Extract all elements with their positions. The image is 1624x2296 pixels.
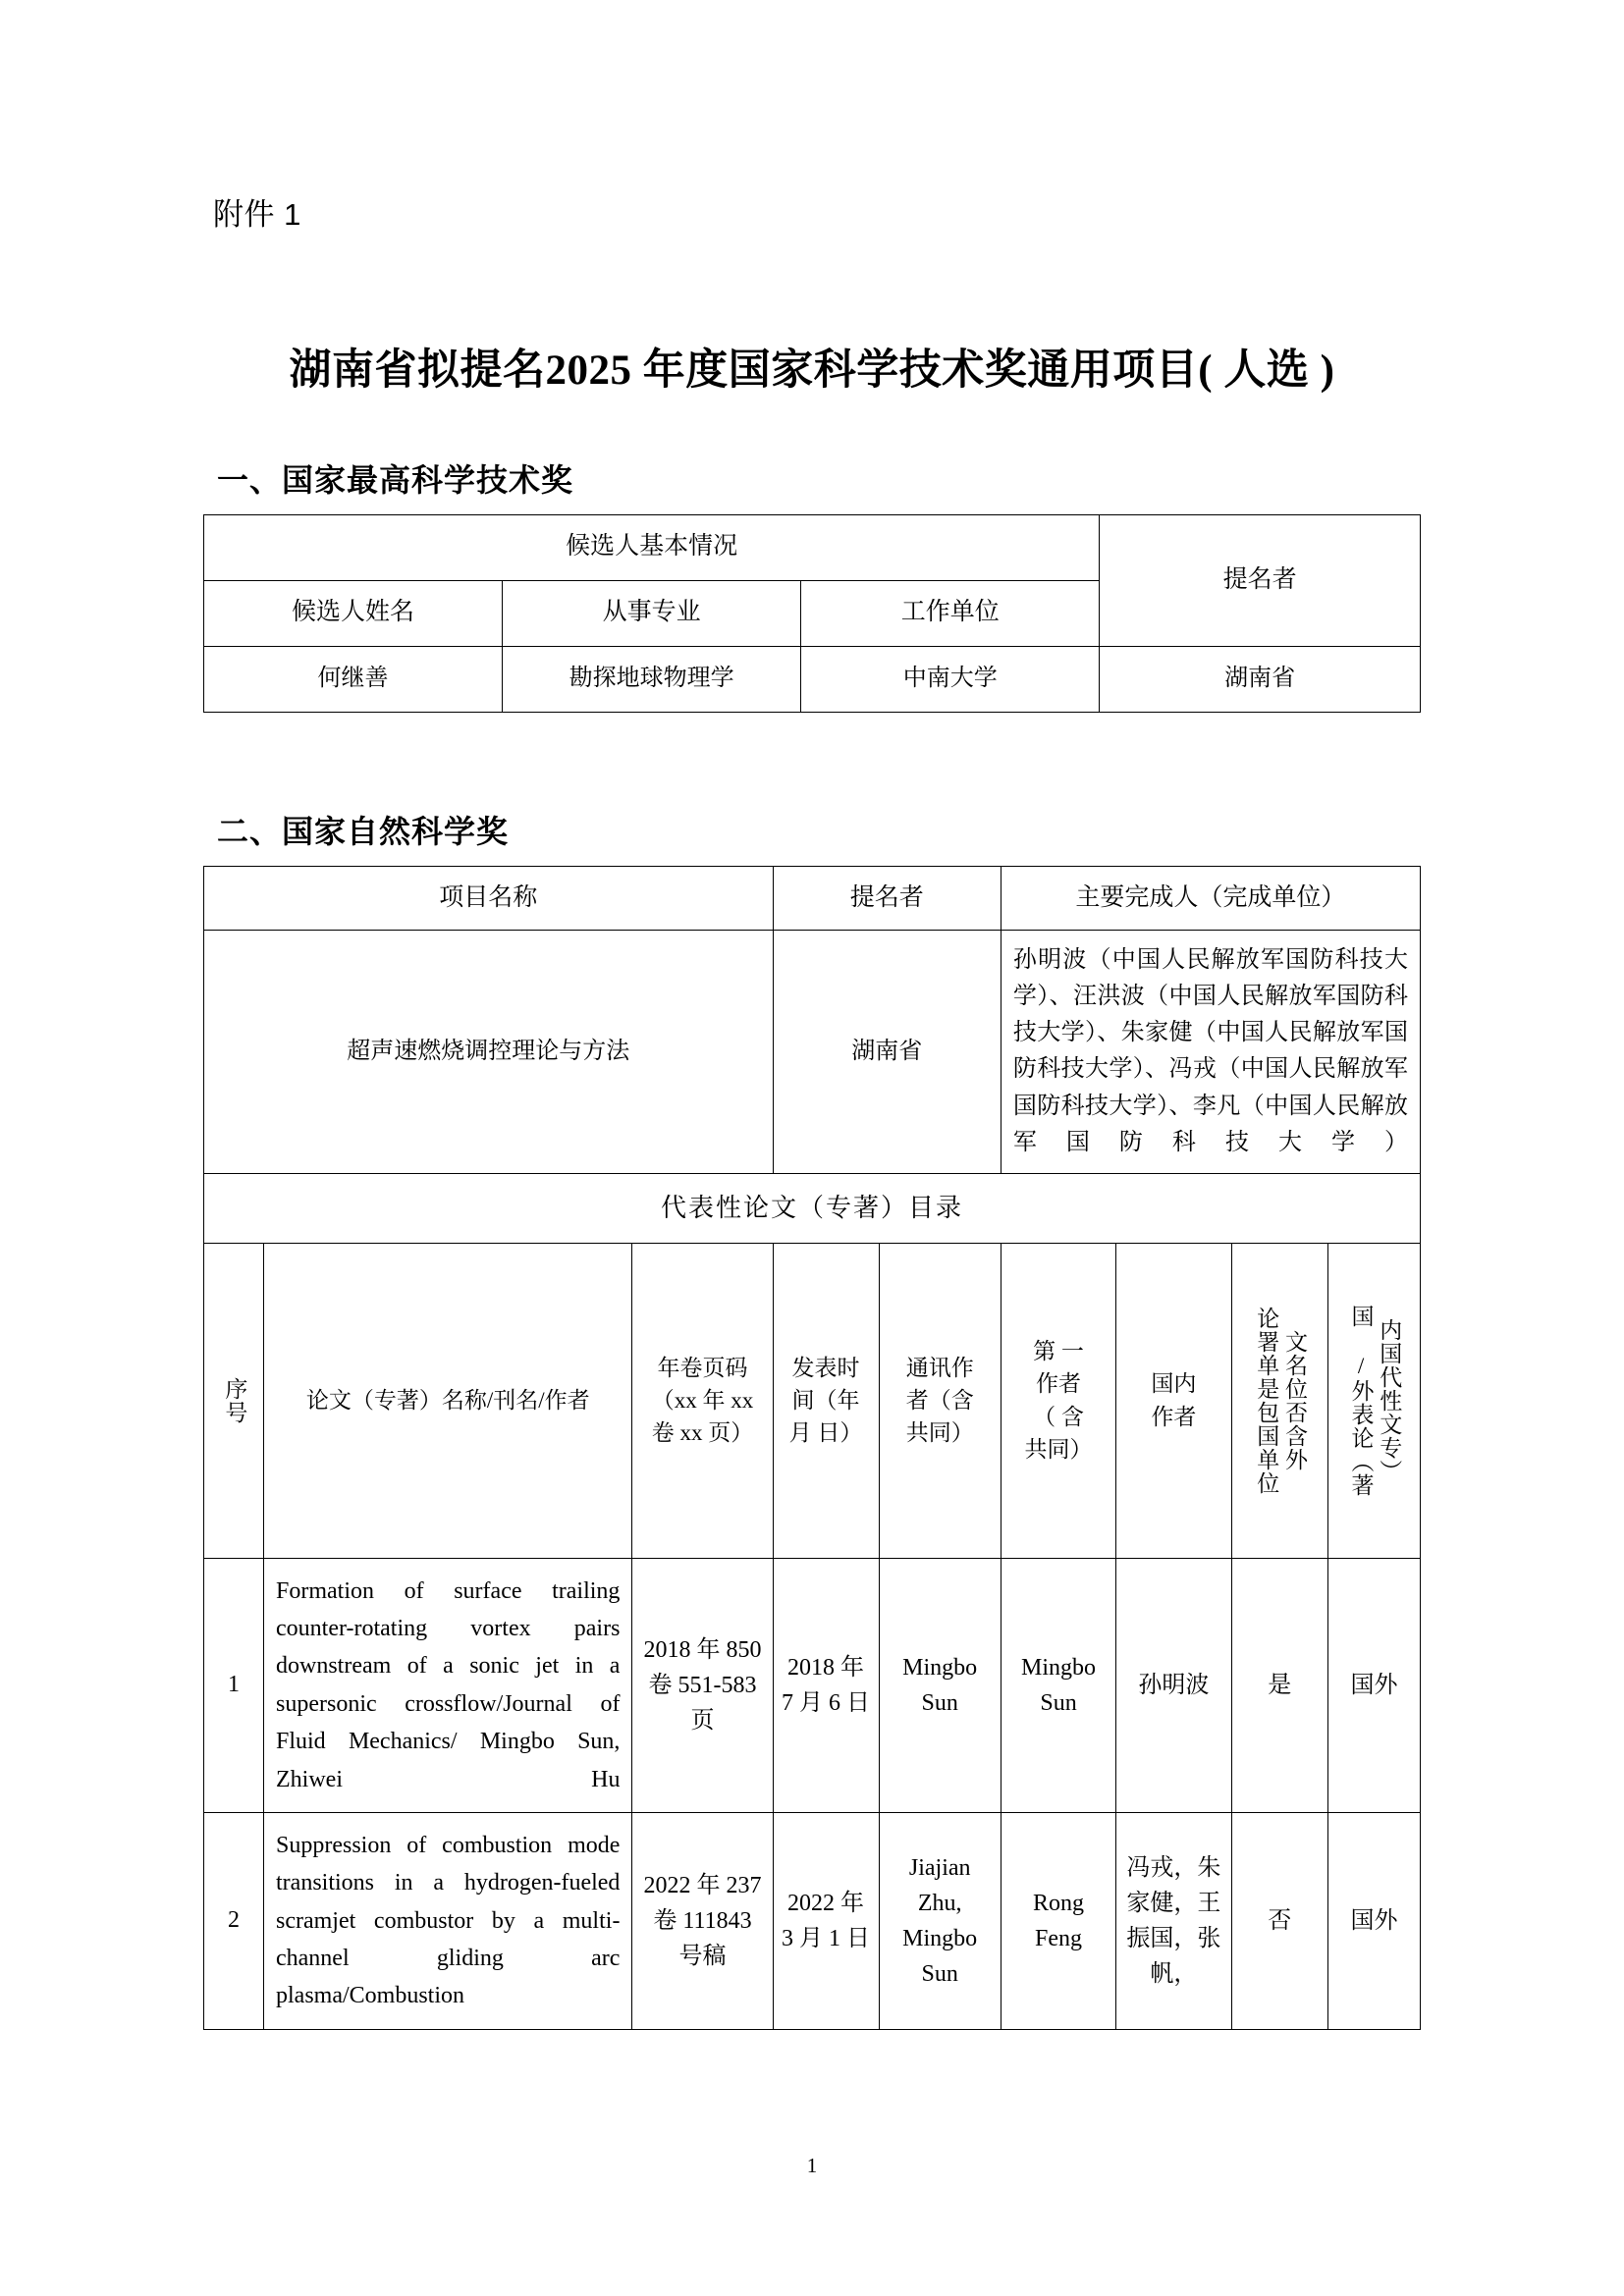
column-domestic-author-label xyxy=(1121,1367,1225,1433)
column-main-completers: 主要完成人（完成单位） xyxy=(1001,866,1420,930)
column-affiliation-includes-foreign-label-b: 文名位否含外 xyxy=(1282,1329,1308,1471)
line: 第 一 xyxy=(1033,1338,1084,1363)
cell-affiliation-includes-foreign: 是 xyxy=(1231,1558,1328,1812)
column-index-label: 序号 xyxy=(222,1376,247,1424)
column-first-author-label xyxy=(1006,1335,1110,1466)
cell-paper-title: Suppression of combustion mode transitions in a hydrogen-fueled scramjet combustor by a multi-channel gliding arc plasma/Combustion xyxy=(264,1812,632,2029)
cell-corresponding-author: Mingbo Sun xyxy=(879,1558,1001,1812)
table-row xyxy=(204,866,1421,930)
column-index xyxy=(204,1243,264,1558)
vertical-text-wrapper xyxy=(1237,1258,1324,1543)
table-row xyxy=(204,1812,1421,2029)
cell-year-volume-pages: 2018 年 850 卷 551-583 页 xyxy=(632,1558,773,1812)
table-row xyxy=(204,514,1421,580)
column-workplace: 工作单位 xyxy=(801,580,1100,646)
column-publish-date-label xyxy=(779,1352,874,1450)
candidate-basic-info-header: 候选人基本情况 xyxy=(204,514,1100,580)
table-highest-science-award xyxy=(203,514,1421,713)
column-domestic-or-foreign xyxy=(1328,1243,1421,1558)
cell-project-nominator: 湖南省 xyxy=(773,930,1001,1173)
cell-domestic-author: 孙明波 xyxy=(1116,1558,1231,1812)
table-row xyxy=(204,1173,1421,1243)
cell-domestic-author: 冯戎，朱家健，王振国，张帆， xyxy=(1116,1812,1231,2029)
line: 间（年 xyxy=(791,1387,860,1413)
column-major: 从事专业 xyxy=(503,580,801,646)
page-content xyxy=(203,192,1421,2030)
line: （xx 年 xx xyxy=(651,1387,754,1413)
column-candidate-name: 候选人姓名 xyxy=(204,580,503,646)
line: 作者 xyxy=(1151,1404,1197,1429)
cell-publish-date: 2022 年 3 月 1 日 xyxy=(773,1812,879,2029)
cell-candidate-name: 何继善 xyxy=(204,646,503,712)
column-paper-title: 论文（专著）名称/刊名/作者 xyxy=(264,1243,632,1558)
vertical-text-wrapper xyxy=(209,1258,258,1543)
column-corresponding-author-label xyxy=(885,1352,996,1450)
cell-affiliation-includes-foreign: 否 xyxy=(1231,1812,1328,2029)
cell-domestic-or-foreign: 国外 xyxy=(1328,1812,1421,2029)
papers-section-title: 代表性论文（专著）目录 xyxy=(204,1173,1421,1243)
column-year-volume-pages-label xyxy=(637,1352,767,1450)
cell-project-name: 超声速燃烧调控理论与方法 xyxy=(204,930,774,1173)
cell-index: 1 xyxy=(204,1558,264,1812)
column-publish-date xyxy=(773,1243,879,1558)
column-affiliation-includes-foreign-label-a: 论署单是包国单位 xyxy=(1254,1306,1279,1495)
line: 者（含 xyxy=(905,1387,974,1413)
attachment-label: 附件 1 xyxy=(213,197,301,232)
column-nominator: 提名者 xyxy=(773,866,1001,930)
cell-publish-date: 2018 年 7 月 6 日 xyxy=(773,1558,879,1812)
column-first-author xyxy=(1001,1243,1115,1558)
column-domestic-author xyxy=(1116,1243,1231,1558)
cell-index: 2 xyxy=(204,1812,264,2029)
section-heading-natural-science-award: 二、国家自然科学奖 xyxy=(217,813,510,849)
cell-major: 勘探地球物理学 xyxy=(503,646,801,712)
cell-first-author: Mingbo Sun xyxy=(1001,1558,1115,1812)
table-row xyxy=(204,1558,1421,1812)
table-natural-science-award xyxy=(203,866,1421,2030)
cell-workplace: 中南大学 xyxy=(801,646,1100,712)
cell-year-volume-pages: 2022 年 237 卷 111843 号稿 xyxy=(632,1812,773,2029)
cell-paper-title: Formation of surface trailing counter-rotating vortex pairs downstream of a sonic jet in a supersonic crossflow/Journal of Fluid Mechanics/ Mingbo Sun, Zhiwei Hu xyxy=(264,1558,632,1812)
cell-corresponding-author: Jiajian Zhu, Mingbo Sun xyxy=(879,1812,1001,2029)
line: 年卷页码 xyxy=(657,1355,748,1380)
column-domestic-or-foreign-label-b: 内国代性文专） xyxy=(1377,1317,1402,1483)
line: 发表时 xyxy=(791,1355,860,1380)
line: 通讯作 xyxy=(905,1355,974,1380)
column-corresponding-author xyxy=(879,1243,1001,1558)
cell-main-completers: 孙明波（中国人民解放军国防科技大学）、汪洪波（中国人民解放军国防科技大学）、朱家健（中国人民解放军国防科技大学）、冯戎（中国人民解放军国防科技大学）、李凡（中国人民解放军国防科技大学） xyxy=(1001,930,1420,1173)
cell-first-author: Rong Feng xyxy=(1001,1812,1115,2029)
table-row xyxy=(204,646,1421,712)
page-number: 1 xyxy=(806,2154,818,2177)
line: （ 含 xyxy=(1033,1404,1084,1429)
page-title: 湖南省拟提名2025 年度国家科学技术奖通用项目( 人选 ) xyxy=(289,347,1335,394)
line: 作者 xyxy=(1036,1371,1082,1397)
line: 国内 xyxy=(1151,1371,1197,1397)
table-row-papers-header xyxy=(204,1243,1421,1558)
line: 卷 xx 页） xyxy=(651,1420,754,1446)
table-row xyxy=(204,930,1421,1173)
cell-domestic-or-foreign: 国外 xyxy=(1328,1558,1421,1812)
line: 共同） xyxy=(905,1420,974,1446)
column-project-name: 项目名称 xyxy=(204,866,774,930)
vertical-text-wrapper xyxy=(1333,1258,1415,1543)
section-heading-highest-award: 一、国家最高科学技术奖 xyxy=(217,461,574,498)
line: 共同） xyxy=(1024,1436,1093,1462)
column-domestic-or-foreign-label-a: 国 /外表论（著 xyxy=(1348,1304,1374,1497)
cell-nominator: 湖南省 xyxy=(1100,646,1421,712)
column-affiliation-includes-foreign xyxy=(1231,1243,1328,1558)
column-year-volume-pages xyxy=(632,1243,773,1558)
line: 月 日） xyxy=(788,1420,863,1446)
nominator-header: 提名者 xyxy=(1100,514,1421,646)
